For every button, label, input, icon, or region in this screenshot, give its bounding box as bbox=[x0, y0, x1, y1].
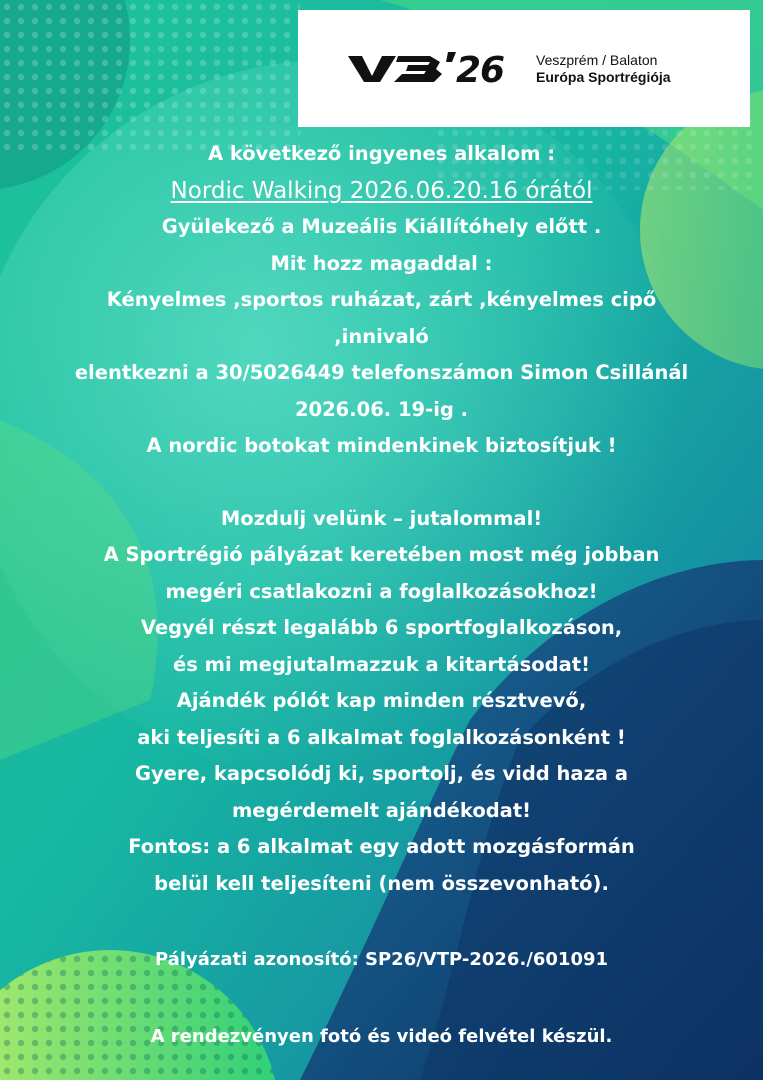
promo-line: aki teljesíti a 6 alkalmat foglalkozásonként ! bbox=[137, 725, 626, 749]
registration-info: elentkezni a 30/5026449 telefonszámon Simon Csillánál bbox=[74, 361, 689, 384]
bring-items-cont: ,innivaló bbox=[334, 324, 429, 348]
logo-panel bbox=[298, 10, 750, 127]
promo-line: Mozdulj velünk – jutalommal! bbox=[220, 506, 543, 530]
registration-deadline: 2026.06. 19-ig . bbox=[294, 397, 469, 421]
photo-notice: A rendezvényen fotó és videó felvétel készül. bbox=[150, 1025, 613, 1047]
bring-title: Mit hozz magaddal : bbox=[270, 251, 493, 275]
promo-line: és mi megjutalmazzuk a kitartásodat! bbox=[173, 652, 590, 676]
logo-text bbox=[536, 52, 671, 86]
promo-line: A Sportrégió pályázat keretében most még jobban bbox=[103, 543, 660, 566]
bring-items: Kényelmes ,sportos ruházat, zárt ,kényelmes cipő bbox=[106, 288, 657, 311]
promo-line: Fontos: a 6 alkalmat egy adott mozgásformán bbox=[128, 835, 635, 858]
promo-line: Vegyél részt legalább 6 sportfoglalkozáson, bbox=[140, 616, 623, 639]
intro-text: A következő ingyenes alkalom : bbox=[207, 142, 556, 165]
promo-line: belül kell teljesíteni (nem összevonható). bbox=[154, 871, 609, 895]
logo-line-2: Európa Sportrégiója bbox=[536, 69, 671, 85]
event-headline: Nordic Walking 2026.06.20.16 órától bbox=[170, 177, 593, 204]
vb26-logo-mark bbox=[348, 50, 528, 86]
poles-notice: A nordic botokat mindenkinek biztosítjuk ! bbox=[146, 434, 617, 457]
promo-line: Gyere, kapcsolódj ki, sportolj, és vidd haza a bbox=[134, 762, 629, 785]
promo-line: megéri csatlakozni a foglalkozásokhoz! bbox=[165, 579, 598, 603]
logo-line-1: Veszprém / Balaton bbox=[536, 52, 658, 68]
promo-line: Ajándék pólót kap minden résztvevő, bbox=[176, 689, 587, 712]
svg-text:26: 26 bbox=[456, 50, 505, 86]
grant-id: Pályázati azonosító: SP26/VTP-2026./601091 bbox=[154, 949, 609, 970]
meeting-point: Gyülekező a Muzeális Kiállítóhely előtt . bbox=[161, 215, 602, 238]
promo-line: megérdemelt ajándékodat! bbox=[231, 798, 532, 822]
flyer-content bbox=[0, 136, 763, 1055]
